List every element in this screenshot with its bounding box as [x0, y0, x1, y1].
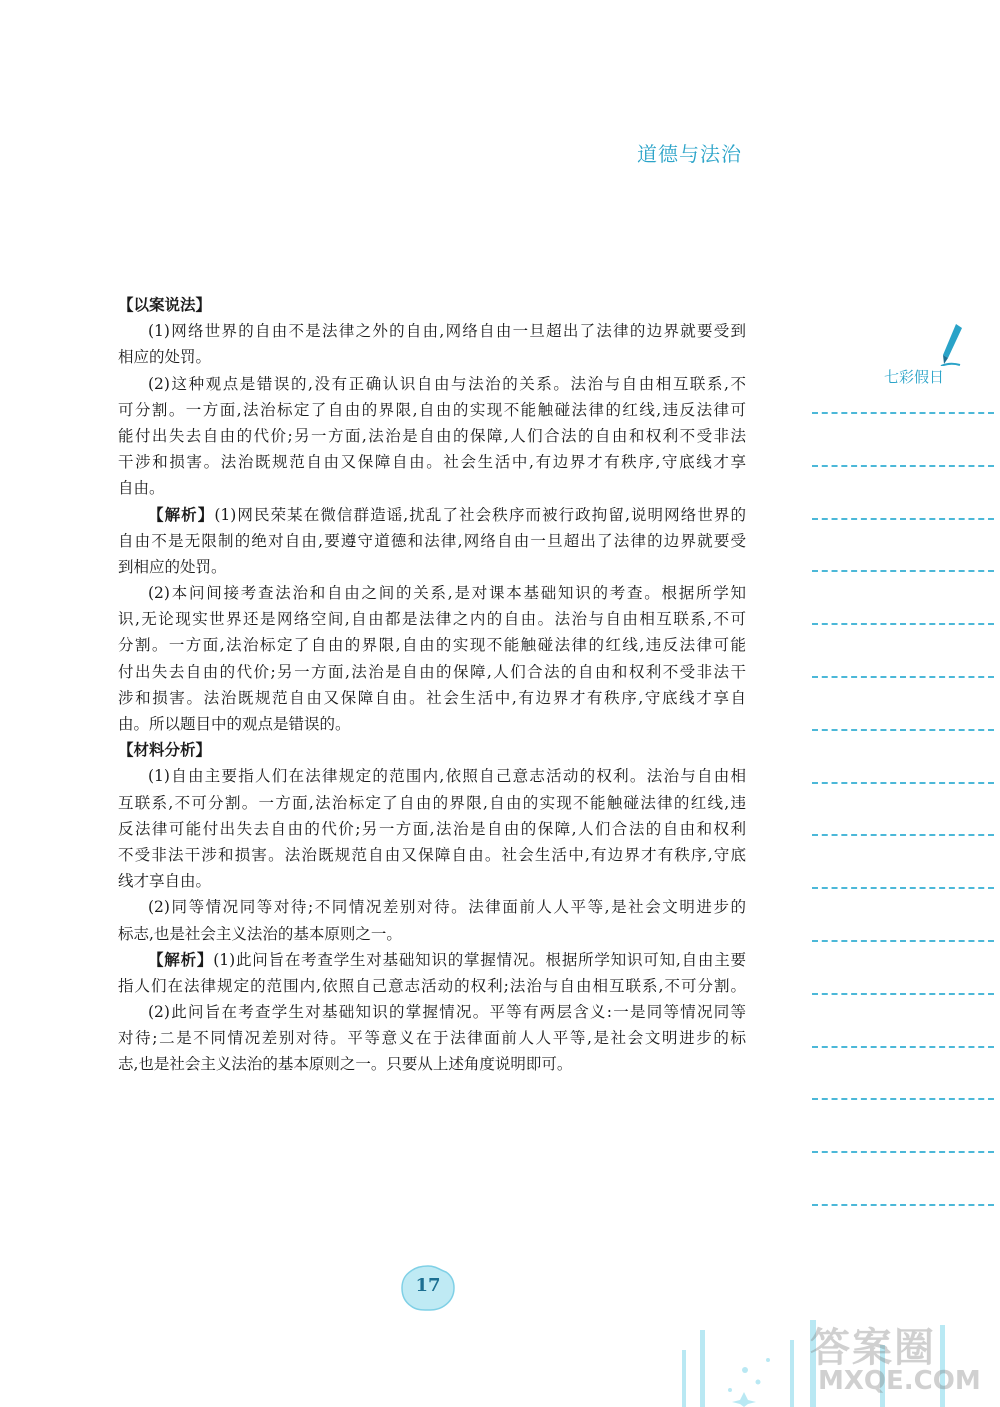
note-line	[812, 412, 994, 414]
text-span: (1)此问旨在考查学生对基础知识的掌握情况。根据所学知识可知,自由主要	[213, 950, 746, 969]
text-line: (2)同等情况同等对待;不同情况差别对待。法律面前人人平等,是社会文明进步的	[148, 898, 746, 917]
text-line: 付出失去自由的代价;另一方面,法治是自由的保障,人们合法的自由和权利不受非法干	[118, 662, 746, 681]
text-line: 线才享自由。	[118, 872, 212, 891]
text-line: 不受非法干涉和损害。法治既规范自由又保障自由。社会生活中,有边界才有秩序,守底	[118, 845, 746, 864]
note-line	[812, 1204, 994, 1206]
watermark-logo: 答案圈	[810, 1325, 936, 1371]
note-line	[812, 518, 994, 520]
note-lines	[812, 412, 994, 1257]
note-line	[812, 623, 994, 625]
text-line: 自由。	[118, 479, 165, 498]
text-line: (2)本问间接考查法治和自由之间的关系,是对课本基础知识的考查。根据所学知	[148, 584, 746, 603]
text-line: 对待;二是不同情况差别对待。平等意义在于法律面前人人平等,是社会文明进步的标	[118, 1029, 746, 1048]
note-line	[812, 834, 994, 836]
note-line	[812, 676, 994, 678]
pen-icon	[938, 322, 966, 366]
text-line: 相应的处罚。	[118, 348, 212, 367]
text-line: 互联系,不可分割。一方面,法治标定了自由的界限,自由的实现不能触碰法律的红线,违	[118, 793, 746, 812]
analysis-line	[118, 502, 746, 528]
page-number: 17	[415, 1275, 441, 1296]
note-line	[812, 1046, 994, 1048]
text-line: 到相应的处罚。	[118, 557, 227, 576]
text-line: 指人们在法律规定的范围内,依照自己意志活动的权利;法治与自由相互联系,不可分割。	[118, 976, 746, 995]
text-line: 干涉和损害。法治既规范自由又保障自由。社会生活中,有边界才有秩序,守底线才享	[118, 453, 746, 472]
note-line	[812, 1151, 994, 1153]
text-line: 志,也是社会主义法治的基本原则之一。只要从上述角度说明即可。	[118, 1055, 573, 1074]
note-line	[812, 940, 994, 942]
section-title-case: 【以案说法】	[118, 295, 212, 314]
note-line	[812, 782, 994, 784]
text-line: 可分割。一方面,法治标定了自由的界限,自由的实现不能触碰法律的红线,违反法律可	[118, 400, 746, 419]
text-line: 分割。一方面,法治标定了自由的界限,自由的实现不能触碰法律的红线,违反法律可能	[118, 636, 746, 655]
text-line: 自由不是无限制的绝对自由,要遵守道德和法律,网络自由一旦超出了法律的边界就要受	[118, 531, 746, 550]
note-line	[812, 1098, 994, 1100]
text-line: 能付出失去自由的代价;另一方面,法治是自由的保障,人们合法的自由和权利不受非法	[118, 426, 746, 445]
note-line	[812, 729, 994, 731]
text-line: (2)这种观点是错误的,没有正确认识自由与法治的关系。法治与自由相互联系,不	[148, 374, 746, 393]
text-line: 标志,也是社会主义法治的基本原则之一。	[118, 924, 402, 943]
text-line: 由。所以题目中的观点是错误的。	[118, 715, 351, 733]
subject-title: 道德与法治	[637, 142, 742, 166]
analysis-tag: 【解析】	[148, 949, 214, 969]
analysis-tag: 【解析】	[148, 504, 215, 524]
note-line	[812, 465, 994, 467]
note-line	[812, 887, 994, 889]
text-line: (1)自由主要指人们在法律规定的范围内,依照自己意志活动的权利。法治与自由相	[148, 767, 746, 786]
text-line: (1)网络世界的自由不是法律之外的自由,网络自由一旦超出了法律的边界就要受到	[148, 322, 746, 341]
note-line	[812, 570, 994, 572]
text-span: (1)网民荣某在微信群造谣,扰乱了社会秩序而被行政拘留,说明网络世界的	[214, 505, 746, 524]
text-line: (2)此问旨在考查学生对基础知识的掌握情况。平等有两层含义:一是同等情况同等	[148, 1003, 746, 1022]
analysis-line	[118, 947, 746, 973]
section-title-material: 【材料分析】	[118, 740, 212, 760]
text-line: 涉和损害。法治既规范自由又保障自由。社会生活中,有边界才有秩序,守底线才享自	[118, 688, 746, 707]
watermark-url: MXQE.COM	[818, 1366, 981, 1396]
text-line: 反法律可能付出失去自由的代价;另一方面,法治是自由的保障,人们合法的自由和权利	[118, 819, 746, 838]
note-line	[812, 993, 994, 995]
answer-content	[118, 292, 746, 1078]
brand-label: 七彩假日	[884, 368, 945, 386]
text-line: 识,无论现实世界还是网络空间,自由都是法律之内的自由。法治与自由相互联系,不可	[118, 610, 746, 629]
